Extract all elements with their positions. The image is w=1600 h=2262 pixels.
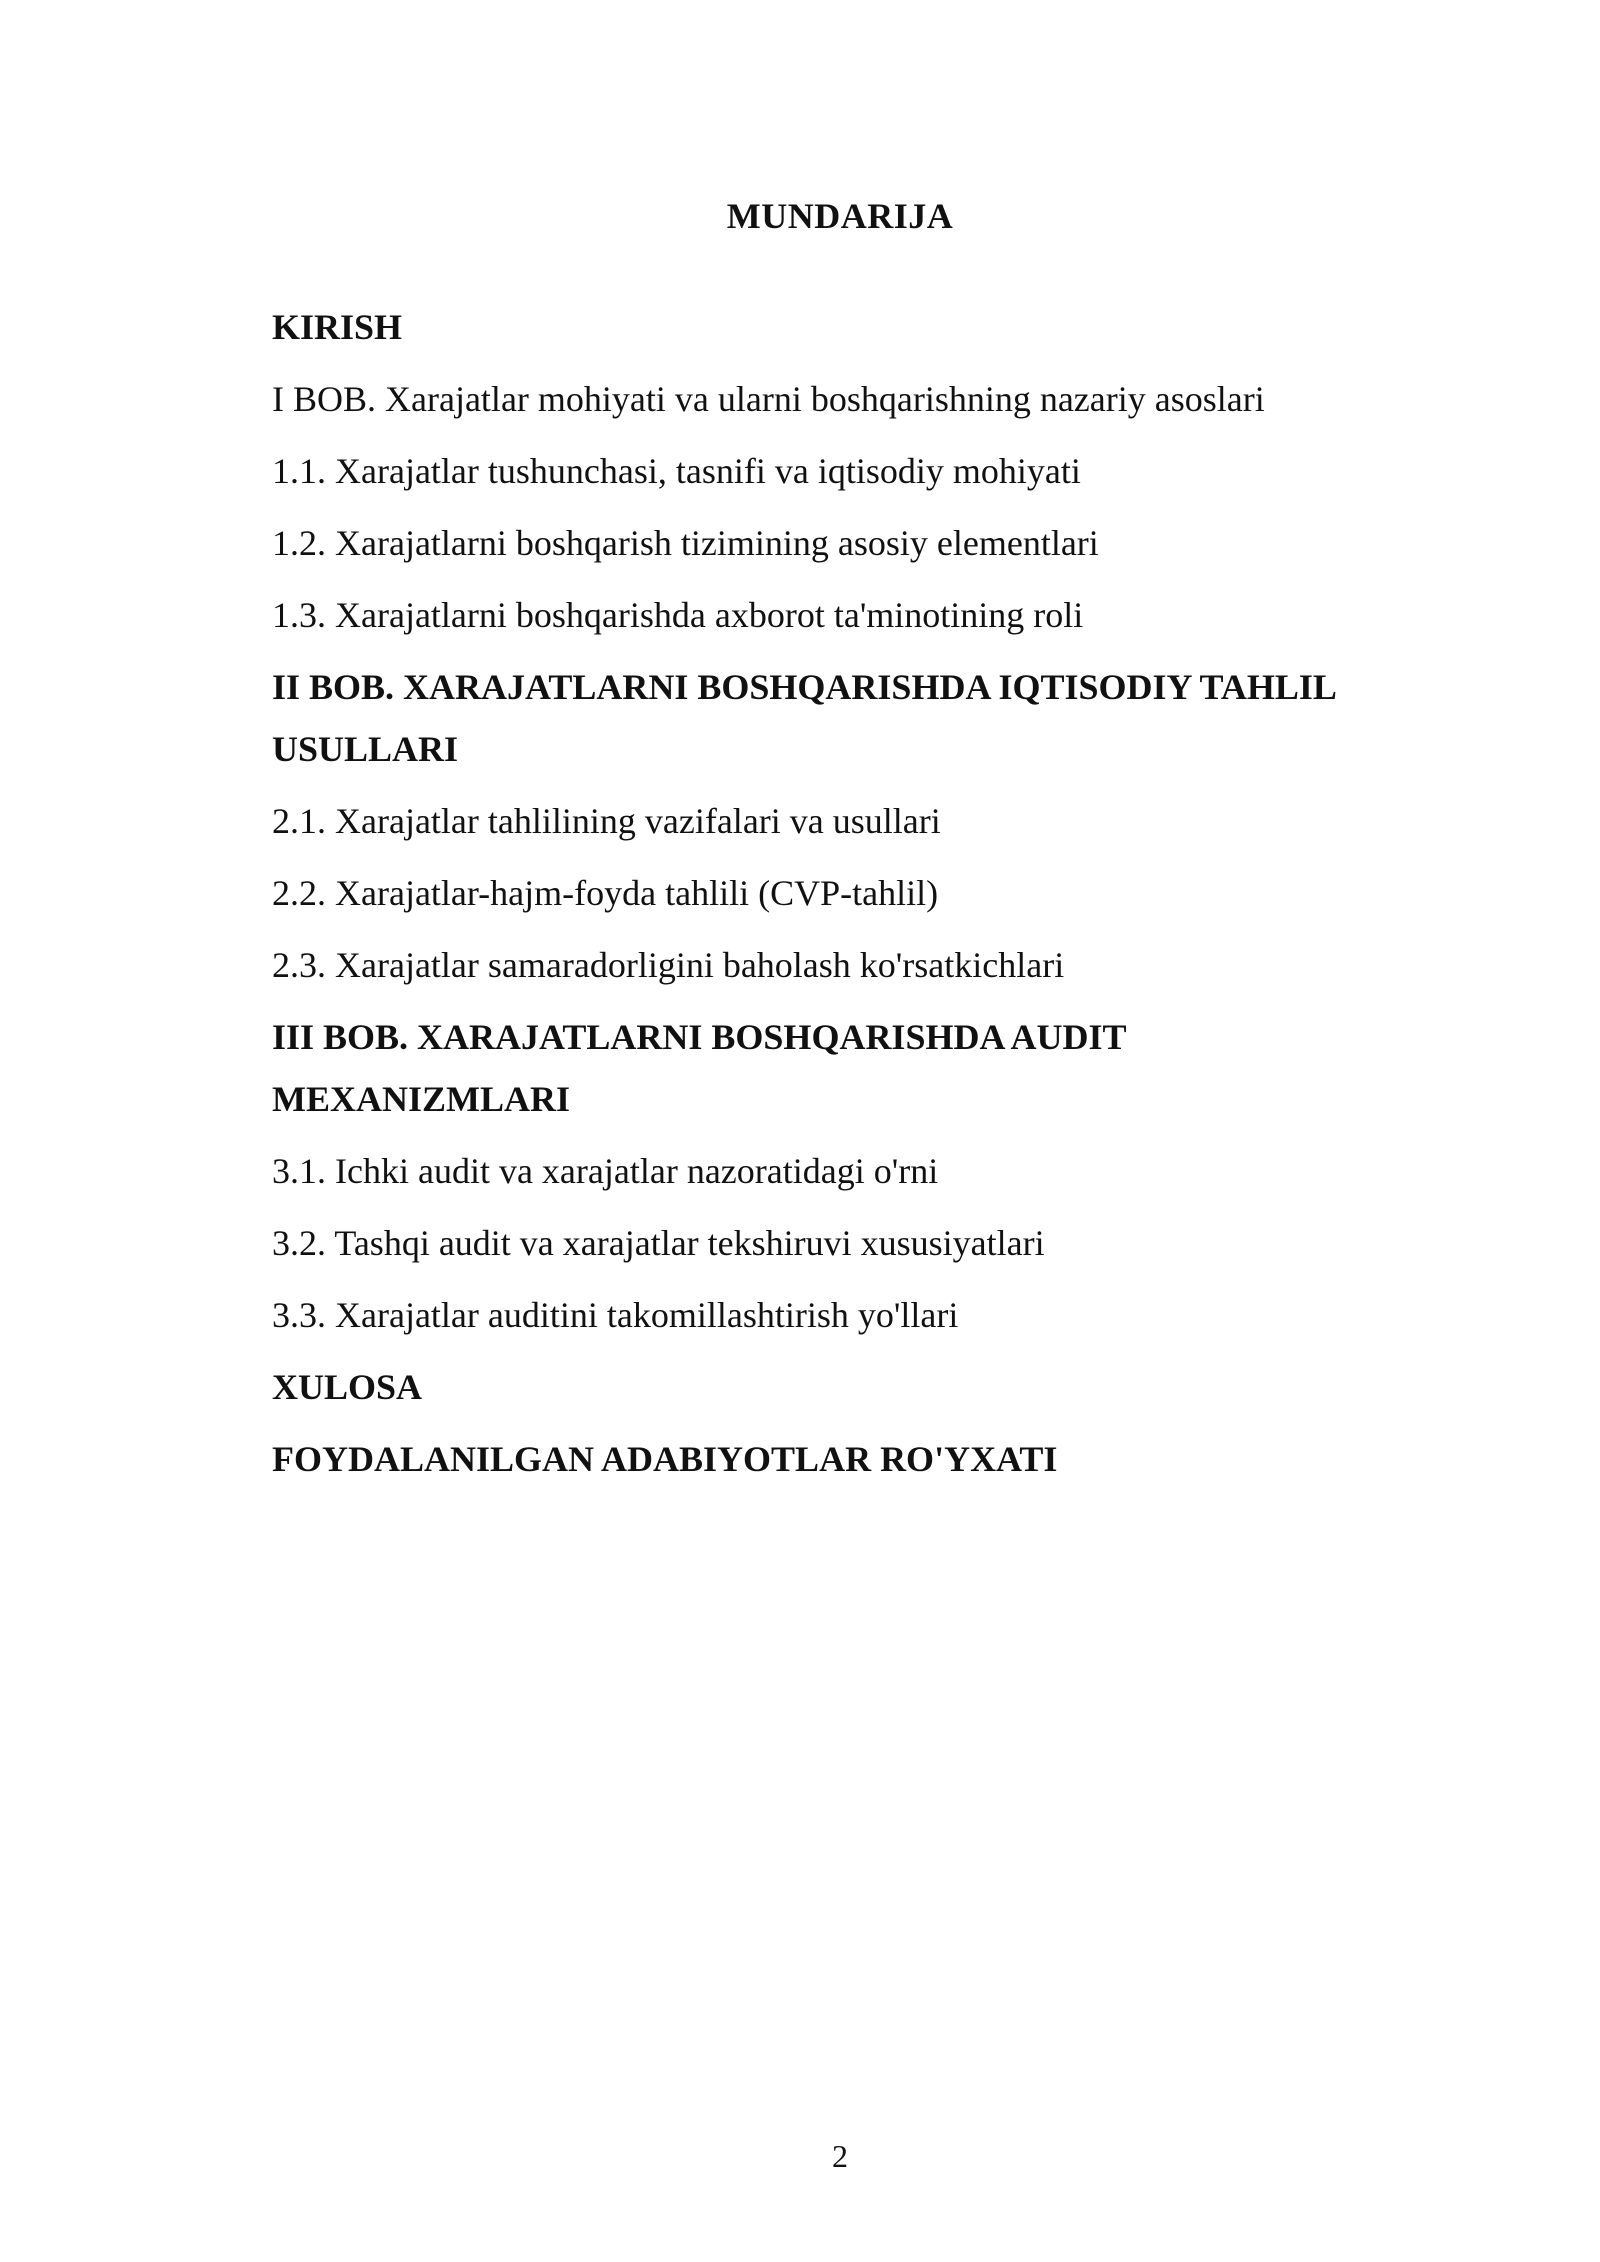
toc-entry-section-1-3: 1.3. Xarajatlarni boshqarishda axborot ta'minotining roli (272, 595, 1084, 635)
toc-entry-references: FOYDALANILGAN ADABIYOTLAR RO'YXATI (272, 1439, 1058, 1479)
toc-entry-section-2-2: 2.2. Xarajatlar-hajm-foyda tahlili (CVP-tahlil) (272, 873, 939, 913)
toc-entry-conclusion: XULOSA (272, 1367, 423, 1407)
table-of-contents (272, 296, 1412, 1500)
toc-entry-chapter-3: III BOB. XARAJATLARNI BOSHQARISHDA AUDIT MEXANIZMLARI (272, 1017, 1126, 1119)
toc-entry-chapter-1: I BOB. Xarajatlar mohiyati va ularni boshqarishning nazariy asoslari (272, 379, 1265, 419)
toc-entry-section-1-2: 1.2. Xarajatlarni boshqarish tizimining asosiy elementlari (272, 523, 1099, 563)
toc-entry-chapter-2: II BOB. XARAJATLARNI BOSHQARISHDA IQTISODIY TAHLIL USULLARI (272, 667, 1335, 769)
toc-entry-section-2-1: 2.1. Xarajatlar tahlilining vazifalari va usullari (272, 801, 941, 841)
page-number: 2 (832, 2138, 848, 2174)
toc-entry-section-1-1: 1.1. Xarajatlar tushunchasi, tasnifi va iqtisodiy mohiyati (272, 451, 1081, 491)
toc-entry-section-3-3: 3.3. Xarajatlar auditini takomillashtirish yo'llari (272, 1295, 959, 1335)
toc-entry-introduction: KIRISH (272, 307, 403, 347)
toc-entry-section-3-2: 3.2. Tashqi audit va xarajatlar tekshiruvi xususiyatlari (272, 1223, 1045, 1263)
toc-entry-section-2-3: 2.3. Xarajatlar samaradorligini baholash ko'rsatkichlari (272, 945, 1065, 985)
document-title: MUNDARIJA (726, 196, 954, 236)
toc-entry-section-3-1: 3.1. Ichki audit va xarajatlar nazoratidagi o'rni (272, 1151, 939, 1191)
